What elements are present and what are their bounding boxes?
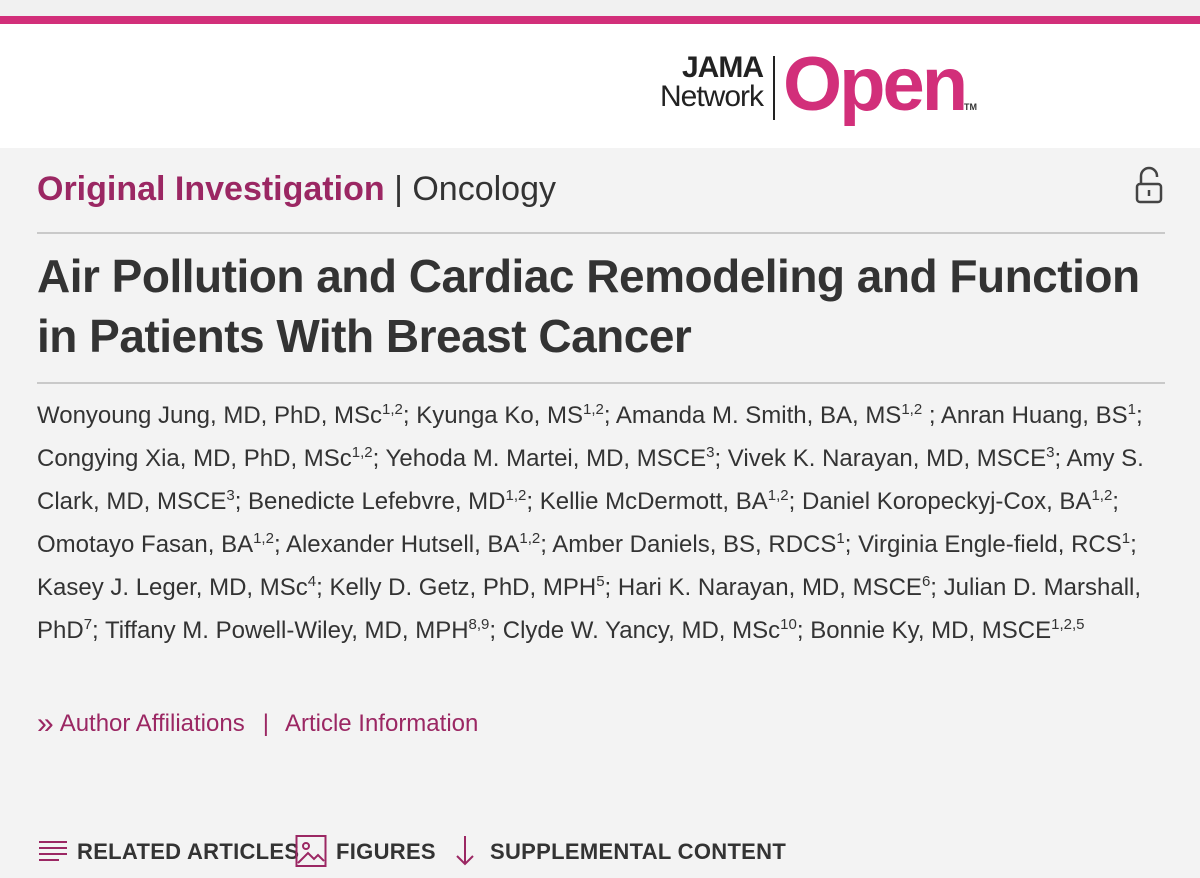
top-strip bbox=[0, 0, 1200, 16]
article-topic: Oncology bbox=[412, 170, 556, 208]
author-entry bbox=[329, 574, 617, 601]
author-entry bbox=[248, 488, 540, 515]
author-separator: ; bbox=[92, 617, 105, 644]
author-affiliation-marker: 1,2 bbox=[519, 530, 541, 547]
author-name: Congying Xia, MD, PhD, MSc bbox=[37, 445, 352, 472]
title-divider-top bbox=[37, 232, 1165, 234]
author-name: Anran Huang, BS bbox=[940, 402, 1128, 429]
article-links bbox=[37, 706, 478, 742]
author-affiliation-marker: 1 bbox=[1121, 530, 1131, 547]
author-name: Julian D. Marshall, PhD bbox=[37, 574, 1142, 644]
author-separator: ; bbox=[273, 531, 286, 558]
author-separator: ; bbox=[604, 574, 618, 601]
author-separator: ; bbox=[489, 617, 503, 644]
logo-line-network: Network bbox=[659, 80, 763, 113]
supplemental-content-button[interactable] bbox=[453, 832, 787, 872]
author-affiliation-marker: 8,9 bbox=[468, 616, 490, 633]
author-separator: ; bbox=[526, 488, 540, 515]
author-entry bbox=[503, 617, 810, 644]
author-separator: ; bbox=[372, 445, 386, 472]
author-affiliation-marker: 10 bbox=[780, 616, 797, 633]
author-separator: ; bbox=[930, 574, 944, 601]
author-name: Kellie McDermott, BA bbox=[539, 488, 768, 515]
author-name: Kyunga Ko, MS bbox=[416, 402, 584, 429]
figures-button[interactable] bbox=[295, 832, 435, 872]
author-name: Kasey J. Leger, MD, MSc bbox=[37, 574, 308, 601]
jama-network-open-logo[interactable] bbox=[645, 42, 985, 127]
list-lines-icon bbox=[37, 834, 69, 866]
author-name: Omotayo Fasan, BA bbox=[37, 531, 254, 558]
author-separator: ; bbox=[603, 402, 616, 429]
author-affiliation-marker: 3 bbox=[706, 444, 715, 461]
author-separator: ; bbox=[1054, 445, 1067, 472]
author-entry bbox=[37, 445, 386, 472]
author-name: Benedicte Lefebvre, MD bbox=[248, 488, 506, 515]
article-category bbox=[37, 168, 556, 210]
author-affiliation-marker: 1,2 bbox=[253, 530, 274, 547]
author-entry bbox=[37, 574, 329, 601]
article-type: Original Investigation bbox=[37, 170, 385, 208]
author-entry bbox=[618, 574, 944, 601]
author-entry bbox=[728, 445, 1067, 472]
author-affiliation-marker: 3 bbox=[226, 487, 235, 504]
author-name: Kelly D. Getz, PhD, MPH bbox=[329, 574, 597, 601]
brand-accent-line bbox=[0, 16, 1200, 24]
author-name: Clyde W. Yancy, MD, MSc bbox=[502, 617, 781, 644]
author-entry bbox=[810, 617, 1084, 644]
author-entry bbox=[37, 531, 286, 558]
author-name: Hari K. Narayan, MD, MSCE bbox=[617, 574, 922, 601]
author-name: Wonyoung Jung, MD, PhD, MSc bbox=[37, 402, 383, 429]
author-entry bbox=[802, 488, 1119, 515]
category-separator: | bbox=[394, 170, 403, 208]
author-entry bbox=[540, 488, 802, 515]
author-name: Virginia Engle-field, RCS bbox=[858, 531, 1122, 558]
author-entry bbox=[105, 617, 503, 644]
supplemental-content-label: SUPPLEMENTAL CONTENT bbox=[490, 839, 787, 864]
author-separator: ; bbox=[1112, 488, 1119, 515]
author-entry bbox=[941, 402, 1143, 429]
article-title: Air Pollution and Cardiac Remodeling and Function in Patients With Breast Cancer bbox=[37, 250, 1140, 362]
author-affiliation-marker: 1,2 bbox=[382, 401, 403, 418]
related-articles-button[interactable] bbox=[37, 832, 300, 872]
author-affiliation-marker: 1,2,5 bbox=[1051, 616, 1085, 633]
author-entry bbox=[858, 531, 1137, 558]
author-affiliation-marker: 6 bbox=[921, 573, 931, 590]
author-name: Alexander Hutsell, BA bbox=[285, 531, 520, 558]
author-name: Tiffany M. Powell-Wiley, MD, MPH bbox=[104, 617, 469, 644]
author-entry bbox=[616, 402, 936, 429]
author-name: Daniel Koropeckyj-Cox, BA bbox=[801, 488, 1092, 515]
title-divider-bottom bbox=[37, 382, 1165, 384]
author-entry bbox=[386, 445, 728, 472]
open-lock-icon bbox=[1134, 166, 1164, 206]
author-affiliation-marker: 1 bbox=[836, 530, 845, 547]
author-separator: ; bbox=[844, 531, 859, 558]
related-articles-label: RELATED ARTICLES bbox=[77, 839, 300, 864]
author-entry bbox=[552, 531, 858, 558]
author-affiliation-marker: 1,2 bbox=[767, 487, 789, 504]
author-affiliation-marker: 7 bbox=[83, 616, 93, 633]
article-information-link[interactable]: Article Information bbox=[284, 710, 479, 737]
author-name: Amber Daniels, BS, RDCS bbox=[552, 531, 837, 558]
author-name: Bonnie Ky, MD, MSCE bbox=[810, 617, 1052, 644]
author-affiliation-marker: 1,2 bbox=[505, 487, 527, 504]
author-affiliation-marker: 3 bbox=[1046, 444, 1055, 461]
author-affiliation-marker: 1,2 bbox=[901, 401, 923, 418]
author-separator: ; bbox=[540, 531, 553, 558]
author-separator: ; bbox=[714, 445, 728, 472]
author-separator: ; bbox=[1130, 531, 1137, 558]
author-name: Vivek K. Narayan, MD, MSCE bbox=[727, 445, 1047, 472]
logo-divider bbox=[773, 56, 775, 120]
author-separator: ; bbox=[796, 617, 811, 644]
figures-label: FIGURES bbox=[336, 839, 436, 864]
author-entry bbox=[37, 402, 416, 429]
author-affiliation-marker: 1 bbox=[1127, 401, 1136, 418]
author-entry bbox=[286, 531, 552, 558]
author-entry bbox=[416, 402, 616, 429]
author-list bbox=[37, 394, 1167, 652]
author-affiliation-marker: 1,2 bbox=[1091, 487, 1113, 504]
author-name: Amanda M. Smith, BA, MS bbox=[615, 402, 902, 429]
author-separator: ; bbox=[316, 574, 330, 601]
author-separator: ; bbox=[234, 488, 249, 515]
author-separator: ; bbox=[922, 402, 936, 429]
author-separator: ; bbox=[788, 488, 802, 515]
links-separator: | bbox=[262, 710, 269, 737]
logo-product-name: Open bbox=[783, 42, 966, 127]
author-affiliation-marker: 1,2 bbox=[583, 401, 604, 418]
image-icon bbox=[295, 834, 327, 868]
author-affiliation-marker: 4 bbox=[307, 573, 317, 590]
logo-line-jama: JAMA bbox=[681, 51, 763, 84]
logo-trademark: TM bbox=[964, 102, 977, 112]
author-affiliations-link[interactable]: Author Affiliations bbox=[59, 710, 245, 737]
download-arrow-icon bbox=[453, 834, 477, 868]
author-separator: ; bbox=[1136, 402, 1143, 429]
author-separator: ; bbox=[402, 402, 417, 429]
author-affiliation-marker: 5 bbox=[596, 573, 605, 590]
author-affiliation-marker: 1,2 bbox=[351, 444, 373, 461]
double-chevron-right-icon: » bbox=[37, 707, 54, 740]
site-header bbox=[0, 24, 1200, 148]
author-name: Amy S. Clark, MD, MSCE bbox=[37, 445, 1144, 515]
author-name: Yehoda M. Martei, MD, MSCE bbox=[385, 445, 707, 472]
